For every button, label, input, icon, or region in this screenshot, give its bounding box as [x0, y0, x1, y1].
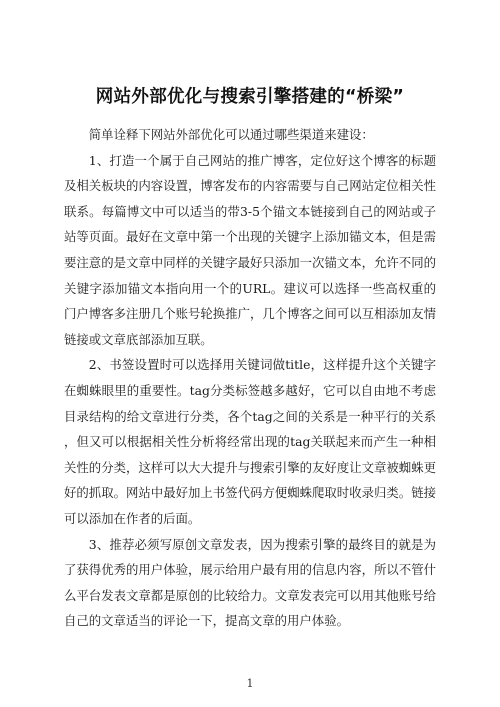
document-body — [64, 122, 436, 634]
paragraph-intro: 简单诠释下网站外部优化可以通过哪些渠道来建设： — [88, 127, 374, 142]
paragraph-item-3: 3、推荐必须写原创文章发表，因为搜索引擎的最终目的就是为了获得优秀的用户体验，展示给用户最有用的信息内容，所以不管什么平台发表文章都是原创的比较给力。文章发表完可以用其他账号给自己的文章适当的评论一下，提高文章的用户体验。 — [64, 536, 436, 629]
paragraph-item-2: 2、书签设置时可以选择用关键词做title，这样提升这个关键字在蜘蛛眼里的重要性。tag分类标签越多越好，它可以自由地不考虑目录结构的给文章进行分类，各个tag之间的关系是一种平行的关系，但又可以根据相关性分析将经常出现的tag关联起来而产生一种相关性的分类，这样可以大大提升与搜索引擎的友好度让文章被蜘蛛更好的抓取。网站中最好加上书签代码方便蜘蛛爬取时收录归类。链接可以添加在作者的后面。 — [64, 357, 436, 526]
document-title: 网站外部优化与搜索引擎搭建的“桥梁” — [95, 87, 405, 107]
page-number: 1 — [246, 677, 254, 690]
paragraph-item-1: 1、打造一个属于自己网站的推广博客，定位好这个博客的标题及相关板块的内容设置，博客发布的内容需要与自己网站定位相关性联系。每篇博文中可以适当的带3-5个锚文本链接到自己的网站或子站等页面。最好在文章中第一个出现的关键字上添加锚文本，但是需要注意的是文章中同样的关键字最好只添加一次锚文本，允许不同的关键字添加锚文本指向用一个的URL。建议可以选择一些高权重的门户博客多注册几个账号轮换推广，几个博客之间可以互相添加友情链接或文章底部添加互联。 — [64, 152, 436, 347]
